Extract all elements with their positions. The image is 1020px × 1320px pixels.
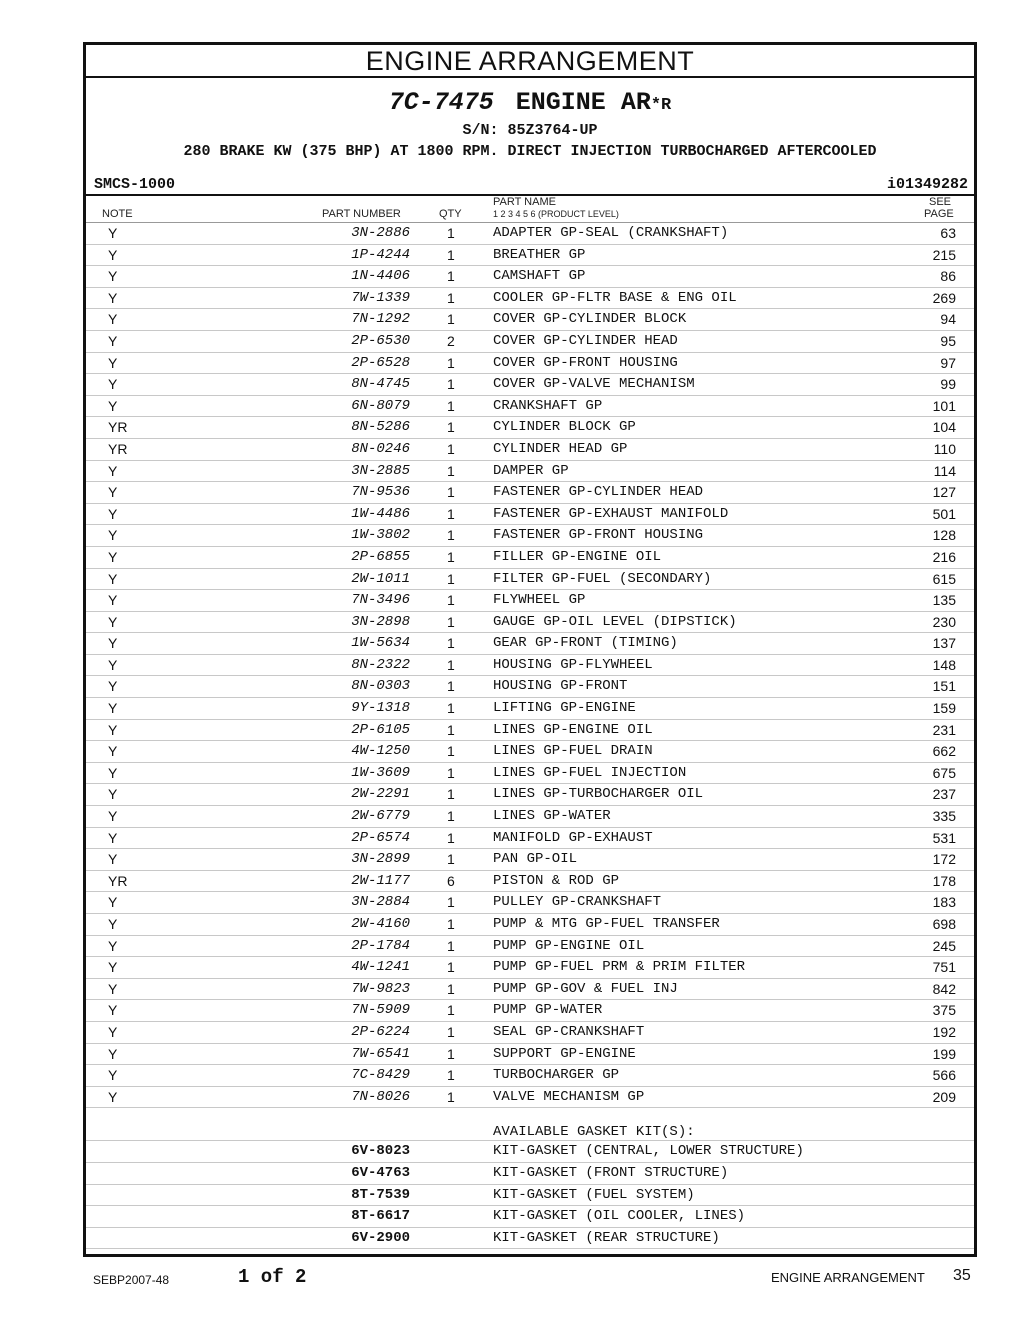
part-name: COVER GP-CYLINDER BLOCK — [493, 311, 687, 328]
parts-row — [86, 417, 974, 439]
col-qty: QTY — [439, 208, 462, 220]
part-note: Y — [108, 376, 118, 393]
part-qty: 1 — [447, 419, 455, 436]
reference-id: i01349282 — [886, 176, 968, 193]
parts-row — [86, 763, 974, 785]
part-name: BREATHER GP — [493, 246, 586, 263]
parts-row — [86, 676, 974, 698]
part-note: Y — [108, 225, 118, 241]
part-name: COVER GP-CYLINDER HEAD — [493, 332, 678, 349]
part-number: 2W-4160 — [351, 916, 410, 932]
see-page: 209 — [932, 1088, 956, 1105]
part-number: 7C-8429 — [351, 1067, 410, 1084]
column-header — [86, 196, 974, 223]
part-number: 2P-6530 — [351, 332, 410, 349]
part-qty: 1 — [447, 311, 455, 328]
parts-row — [86, 936, 974, 958]
see-page: 110 — [933, 440, 956, 457]
kit-part-number: 8T-7539 — [351, 1186, 410, 1203]
parts-row — [86, 504, 974, 526]
part-note: Y — [108, 980, 118, 997]
part-qty: 1 — [447, 916, 455, 932]
see-page: 137 — [932, 635, 956, 652]
part-number: 2W-2291 — [351, 786, 410, 803]
part-qty: 1 — [447, 980, 455, 997]
part-name: SEAL GP-CRANKSHAFT — [493, 1023, 645, 1040]
part-number: 8N-2322 — [351, 656, 410, 673]
part-name: FILTER GP-FUEL (SECONDARY) — [493, 570, 712, 587]
see-page: 842 — [932, 980, 956, 997]
gasket-heading-row — [86, 1122, 974, 1141]
part-note: Y — [108, 786, 118, 803]
part-qty: 1 — [447, 548, 455, 565]
col-part-name: PART NAME — [493, 196, 556, 208]
kit-part-number: 6V-8023 — [351, 1143, 410, 1160]
see-page: 178 — [932, 872, 956, 889]
part-qty: 1 — [447, 764, 455, 781]
see-page: 237 — [932, 786, 956, 803]
part-name: DAMPER GP — [493, 462, 569, 479]
part-note: YR — [108, 419, 128, 436]
see-page: 675 — [932, 764, 956, 781]
see-page: 94 — [940, 311, 956, 328]
part-number: 7N-3496 — [351, 592, 410, 609]
see-page: 86 — [940, 268, 956, 285]
footer-doc-number: SEBP2007-48 — [93, 1273, 170, 1287]
see-page: 230 — [932, 613, 956, 630]
part-qty: 1 — [447, 851, 455, 868]
parts-row — [86, 439, 974, 461]
kit-part-number: 6V-4763 — [351, 1164, 410, 1181]
part-qty: 1 — [447, 268, 455, 285]
parts-row — [86, 245, 974, 267]
part-number: 3N-2885 — [351, 462, 410, 479]
part-name: CYLINDER BLOCK GP — [493, 419, 636, 436]
parts-row — [86, 633, 974, 655]
part-note: Y — [108, 764, 118, 781]
part-number: 8N-0246 — [351, 440, 410, 457]
kit-name: KIT-GASKET (FRONT STRUCTURE) — [493, 1164, 729, 1181]
kit-name: KIT-GASKET (FUEL SYSTEM) — [493, 1186, 695, 1203]
assembly-part-number: 7C-7475 — [388, 88, 494, 117]
page-footer — [0, 1262, 1020, 1292]
part-name: HOUSING GP-FRONT — [493, 678, 628, 695]
col-page: PAGE — [924, 208, 954, 220]
part-name: MANIFOLD GP-EXHAUST — [493, 829, 653, 846]
part-number: 1P-4244 — [351, 246, 410, 263]
parts-row — [86, 741, 974, 763]
part-name: PAN GP-OIL — [493, 851, 578, 868]
part-qty: 1 — [447, 462, 455, 479]
part-note: Y — [108, 484, 118, 501]
see-page: 63 — [940, 225, 956, 241]
part-number: 2P-1784 — [351, 937, 410, 954]
part-name: CRANKSHAFT GP — [493, 397, 603, 414]
kit-part-number: 8T-6617 — [351, 1208, 410, 1225]
parts-row — [86, 1044, 974, 1066]
part-qty: 1 — [447, 376, 455, 393]
part-name: PUMP GP-WATER — [493, 1002, 603, 1019]
part-qty: 1 — [447, 354, 455, 371]
gasket-heading: AVAILABLE GASKET KIT(S): — [493, 1124, 695, 1141]
see-page: 128 — [932, 527, 956, 544]
part-name: FLYWHEEL GP — [493, 592, 586, 609]
part-note: YR — [108, 440, 128, 457]
part-number: 8N-0303 — [351, 678, 410, 695]
part-name: LINES GP-FUEL DRAIN — [493, 743, 653, 760]
parts-row — [86, 849, 974, 871]
parts-row — [86, 979, 974, 1001]
parts-row — [86, 396, 974, 418]
part-note: Y — [108, 505, 118, 522]
section-title: ENGINE ARRANGEMENT — [86, 45, 974, 78]
part-qty: 1 — [447, 289, 455, 306]
see-page: 245 — [932, 937, 956, 954]
part-note: Y — [108, 246, 118, 263]
parts-row — [86, 892, 974, 914]
parts-row — [86, 547, 974, 569]
footer-section: ENGINE ARRANGEMENT — [771, 1270, 925, 1285]
part-number: 7W-1339 — [351, 289, 410, 306]
see-page: 662 — [932, 743, 956, 760]
see-page: 501 — [932, 505, 956, 522]
part-note: Y — [108, 743, 118, 760]
part-qty: 1 — [447, 440, 455, 457]
parts-row — [86, 720, 974, 742]
part-number: 2P-6105 — [351, 721, 410, 738]
see-page: 127 — [932, 484, 956, 501]
part-note: Y — [108, 311, 118, 328]
part-number: 8N-5286 — [351, 419, 410, 436]
part-qty: 1 — [447, 1067, 455, 1084]
part-qty: 1 — [447, 613, 455, 630]
part-number: 2P-6528 — [351, 354, 410, 371]
part-qty: 1 — [447, 894, 455, 911]
parts-row — [86, 828, 974, 850]
col-see: SEE — [929, 196, 952, 208]
part-number: 7W-9823 — [351, 980, 410, 997]
part-number: 1W-3609 — [351, 764, 410, 781]
part-note: Y — [108, 613, 118, 630]
footer-page-count: 1 of 2 — [238, 1266, 307, 1288]
part-number: 3N-2898 — [351, 613, 410, 630]
part-note: Y — [108, 937, 118, 954]
parts-row — [86, 1000, 974, 1022]
see-page: 99 — [940, 376, 956, 393]
part-qty: 1 — [447, 635, 455, 652]
part-name: PUMP GP-ENGINE OIL — [493, 937, 645, 954]
see-page: 159 — [932, 700, 956, 717]
see-page: 104 — [932, 419, 956, 436]
part-name: COVER GP-FRONT HOUSING — [493, 354, 678, 371]
part-name: FASTENER GP-CYLINDER HEAD — [493, 484, 704, 501]
part-note: Y — [108, 635, 118, 652]
part-number: 3N-2886 — [351, 225, 410, 241]
part-number: 4W-1250 — [351, 743, 410, 760]
parts-row — [86, 957, 974, 979]
part-qty: 1 — [447, 721, 455, 738]
part-name: FASTENER GP-EXHAUST MANIFOLD — [493, 505, 729, 522]
parts-row — [86, 223, 974, 245]
see-page: 199 — [932, 1045, 956, 1062]
part-qty: 1 — [447, 1045, 455, 1062]
gasket-kit-row — [86, 1185, 974, 1207]
part-number: 1W-3802 — [351, 527, 410, 544]
part-name: COOLER GP-FLTR BASE & ENG OIL — [493, 289, 737, 306]
parts-row — [86, 266, 974, 288]
kit-name: KIT-GASKET (OIL COOLER, LINES) — [493, 1208, 746, 1225]
part-number: 1N-4406 — [351, 268, 410, 285]
part-note: Y — [108, 1045, 118, 1062]
spacer — [86, 1108, 974, 1122]
part-qty: 1 — [447, 484, 455, 501]
part-name: COVER GP-VALVE MECHANISM — [493, 376, 695, 393]
see-page: 192 — [932, 1023, 956, 1040]
part-number: 8N-4745 — [351, 376, 410, 393]
part-name: GEAR GP-FRONT (TIMING) — [493, 635, 678, 652]
part-qty: 1 — [447, 937, 455, 954]
part-note: Y — [108, 354, 118, 371]
parts-row — [86, 698, 974, 720]
part-qty: 1 — [447, 246, 455, 263]
part-qty: 1 — [447, 1088, 455, 1105]
part-number: 7N-1292 — [351, 311, 410, 328]
part-name: TURBOCHARGER GP — [493, 1067, 620, 1084]
parts-row — [86, 1087, 974, 1109]
see-page: 183 — [932, 894, 956, 911]
part-name: PULLEY GP-CRANKSHAFT — [493, 894, 662, 911]
part-note: Y — [108, 808, 118, 825]
parts-row — [86, 374, 974, 396]
col-note: NOTE — [102, 208, 133, 220]
part-qty: 1 — [447, 808, 455, 825]
part-name: SUPPORT GP-ENGINE — [493, 1045, 636, 1062]
part-note: Y — [108, 397, 118, 414]
part-note: Y — [108, 268, 118, 285]
part-number: 2P-6855 — [351, 548, 410, 565]
part-qty: 1 — [447, 678, 455, 695]
part-note: Y — [108, 462, 118, 479]
assembly-title — [86, 89, 974, 120]
part-name: VALVE MECHANISM GP — [493, 1088, 645, 1105]
part-note: Y — [108, 829, 118, 846]
part-name: PUMP GP-GOV & FUEL INJ — [493, 980, 678, 997]
part-name: LINES GP-FUEL INJECTION — [493, 764, 687, 781]
parts-row — [86, 331, 974, 353]
part-note: YR — [108, 872, 128, 889]
part-note: Y — [108, 527, 118, 544]
part-number: 3N-2884 — [351, 894, 410, 911]
see-page: 335 — [932, 808, 956, 825]
parts-row — [86, 569, 974, 591]
part-number: 1W-5634 — [351, 635, 410, 652]
part-number: 7N-9536 — [351, 484, 410, 501]
gasket-kit-row — [86, 1141, 974, 1163]
see-page: 216 — [932, 548, 956, 565]
parts-row — [86, 482, 974, 504]
parts-row — [86, 1065, 974, 1087]
part-qty: 1 — [447, 397, 455, 414]
see-page: 615 — [932, 570, 956, 587]
see-page: 269 — [932, 289, 956, 306]
part-number: 2P-6224 — [351, 1023, 410, 1040]
parts-row — [86, 655, 974, 677]
see-page: 101 — [932, 397, 956, 414]
part-qty: 1 — [447, 592, 455, 609]
part-note: Y — [108, 570, 118, 587]
part-note: Y — [108, 548, 118, 565]
part-name: LINES GP-WATER — [493, 808, 611, 825]
part-number: 9Y-1318 — [351, 700, 410, 717]
part-qty: 1 — [447, 743, 455, 760]
see-page: 97 — [940, 354, 956, 371]
part-number: 7W-6541 — [351, 1045, 410, 1062]
see-page: 215 — [932, 246, 956, 263]
engine-description: 280 BRAKE KW (375 BHP) AT 1800 RPM. DIRECT INJECTION TURBOCHARGED AFTERCOOLED — [183, 143, 877, 160]
part-qty: 1 — [447, 1023, 455, 1040]
parts-row — [86, 806, 974, 828]
see-page: 151 — [932, 678, 956, 695]
gasket-kit-list — [86, 1141, 974, 1249]
assembly-name: ENGINE AR — [515, 88, 651, 117]
part-name: FASTENER GP-FRONT HOUSING — [493, 527, 704, 544]
part-qty: 1 — [447, 700, 455, 717]
assembly-header — [86, 89, 974, 160]
part-name: FILLER GP-ENGINE OIL — [493, 548, 662, 565]
part-note: Y — [108, 289, 118, 306]
part-name: ADAPTER GP-SEAL (CRANKSHAFT) — [493, 225, 729, 241]
part-name: HOUSING GP-FLYWHEEL — [493, 656, 653, 673]
parts-row — [86, 309, 974, 331]
see-page: 566 — [932, 1067, 956, 1084]
gasket-kit-row — [86, 1228, 974, 1250]
part-note: Y — [108, 592, 118, 609]
parts-list — [86, 223, 974, 1108]
part-note: Y — [108, 959, 118, 976]
part-qty: 1 — [447, 656, 455, 673]
part-name: LINES GP-TURBOCHARGER OIL — [493, 786, 704, 803]
see-page: 751 — [932, 959, 956, 976]
see-page: 375 — [932, 1002, 956, 1019]
see-page: 531 — [932, 829, 956, 846]
part-qty: 1 — [447, 570, 455, 587]
part-note: Y — [108, 894, 118, 911]
see-page: 698 — [932, 916, 956, 932]
part-number: 6N-8079 — [351, 397, 410, 414]
part-name: PUMP & MTG GP-FUEL TRANSFER — [493, 916, 720, 932]
see-page: 135 — [932, 592, 956, 609]
parts-row — [86, 590, 974, 612]
part-note: Y — [108, 1067, 118, 1084]
part-number: 7N-5909 — [351, 1002, 410, 1019]
part-number: 4W-1241 — [351, 959, 410, 976]
part-number: 2P-6574 — [351, 829, 410, 846]
part-number: 7N-8026 — [351, 1088, 410, 1105]
col-product-level: 1 2 3 4 5 6 (PRODUCT LEVEL) — [493, 209, 619, 219]
part-qty: 1 — [447, 829, 455, 846]
see-page: 172 — [932, 851, 956, 868]
parts-row — [86, 288, 974, 310]
part-note: Y — [108, 721, 118, 738]
part-number: 1W-4486 — [351, 505, 410, 522]
part-note: Y — [108, 916, 118, 932]
col-part-number: PART NUMBER — [322, 208, 401, 220]
part-note: Y — [108, 1088, 118, 1105]
parts-row — [86, 461, 974, 483]
parts-row — [86, 1022, 974, 1044]
gasket-kit-row — [86, 1206, 974, 1228]
assembly-name-suffix: *R — [650, 96, 672, 115]
part-note: Y — [108, 656, 118, 673]
see-page: 114 — [933, 462, 956, 479]
serial-number: S/N: 85Z3764-UP — [462, 122, 598, 139]
part-name: CAMSHAFT GP — [493, 268, 586, 285]
kit-name: KIT-GASKET (CENTRAL, LOWER STRUCTURE) — [493, 1143, 804, 1160]
smcs-row — [86, 176, 974, 196]
part-qty: 2 — [447, 332, 455, 349]
part-name: LIFTING GP-ENGINE — [493, 700, 636, 717]
part-name: CYLINDER HEAD GP — [493, 440, 628, 457]
parts-row — [86, 784, 974, 806]
part-qty: 1 — [447, 1002, 455, 1019]
see-page: 95 — [940, 332, 956, 349]
part-qty: 6 — [447, 872, 455, 889]
part-note: Y — [108, 700, 118, 717]
part-note: Y — [108, 851, 118, 868]
part-number: 2W-6779 — [351, 808, 410, 825]
parts-row — [86, 914, 974, 936]
footer-page-number: 35 — [953, 1267, 971, 1284]
part-note: Y — [108, 1002, 118, 1019]
part-note: Y — [108, 678, 118, 695]
part-number: 2W-1011 — [351, 570, 410, 587]
parts-row — [86, 353, 974, 375]
part-qty: 1 — [447, 786, 455, 803]
part-qty: 1 — [447, 959, 455, 976]
part-qty: 1 — [447, 527, 455, 544]
see-page: 231 — [932, 721, 956, 738]
part-number: 2W-1177 — [351, 872, 410, 889]
parts-row — [86, 871, 974, 893]
parts-row — [86, 525, 974, 547]
part-name: PUMP GP-FUEL PRM & PRIM FILTER — [493, 959, 746, 976]
see-page: 148 — [932, 656, 956, 673]
parts-row — [86, 612, 974, 634]
part-qty: 1 — [447, 225, 455, 241]
part-number: 3N-2899 — [351, 851, 410, 868]
gasket-kit-row — [86, 1163, 974, 1185]
part-note: Y — [108, 332, 118, 349]
part-name: PISTON & ROD GP — [493, 872, 620, 889]
smcs-code: SMCS-1000 — [94, 176, 176, 193]
part-note: Y — [108, 1023, 118, 1040]
kit-part-number: 6V-2900 — [351, 1229, 410, 1246]
part-name: GAUGE GP-OIL LEVEL (DIPSTICK) — [493, 613, 737, 630]
part-name: LINES GP-ENGINE OIL — [493, 721, 653, 738]
parts-page-frame — [83, 42, 977, 1257]
part-qty: 1 — [447, 505, 455, 522]
kit-name: KIT-GASKET (REAR STRUCTURE) — [493, 1229, 720, 1246]
